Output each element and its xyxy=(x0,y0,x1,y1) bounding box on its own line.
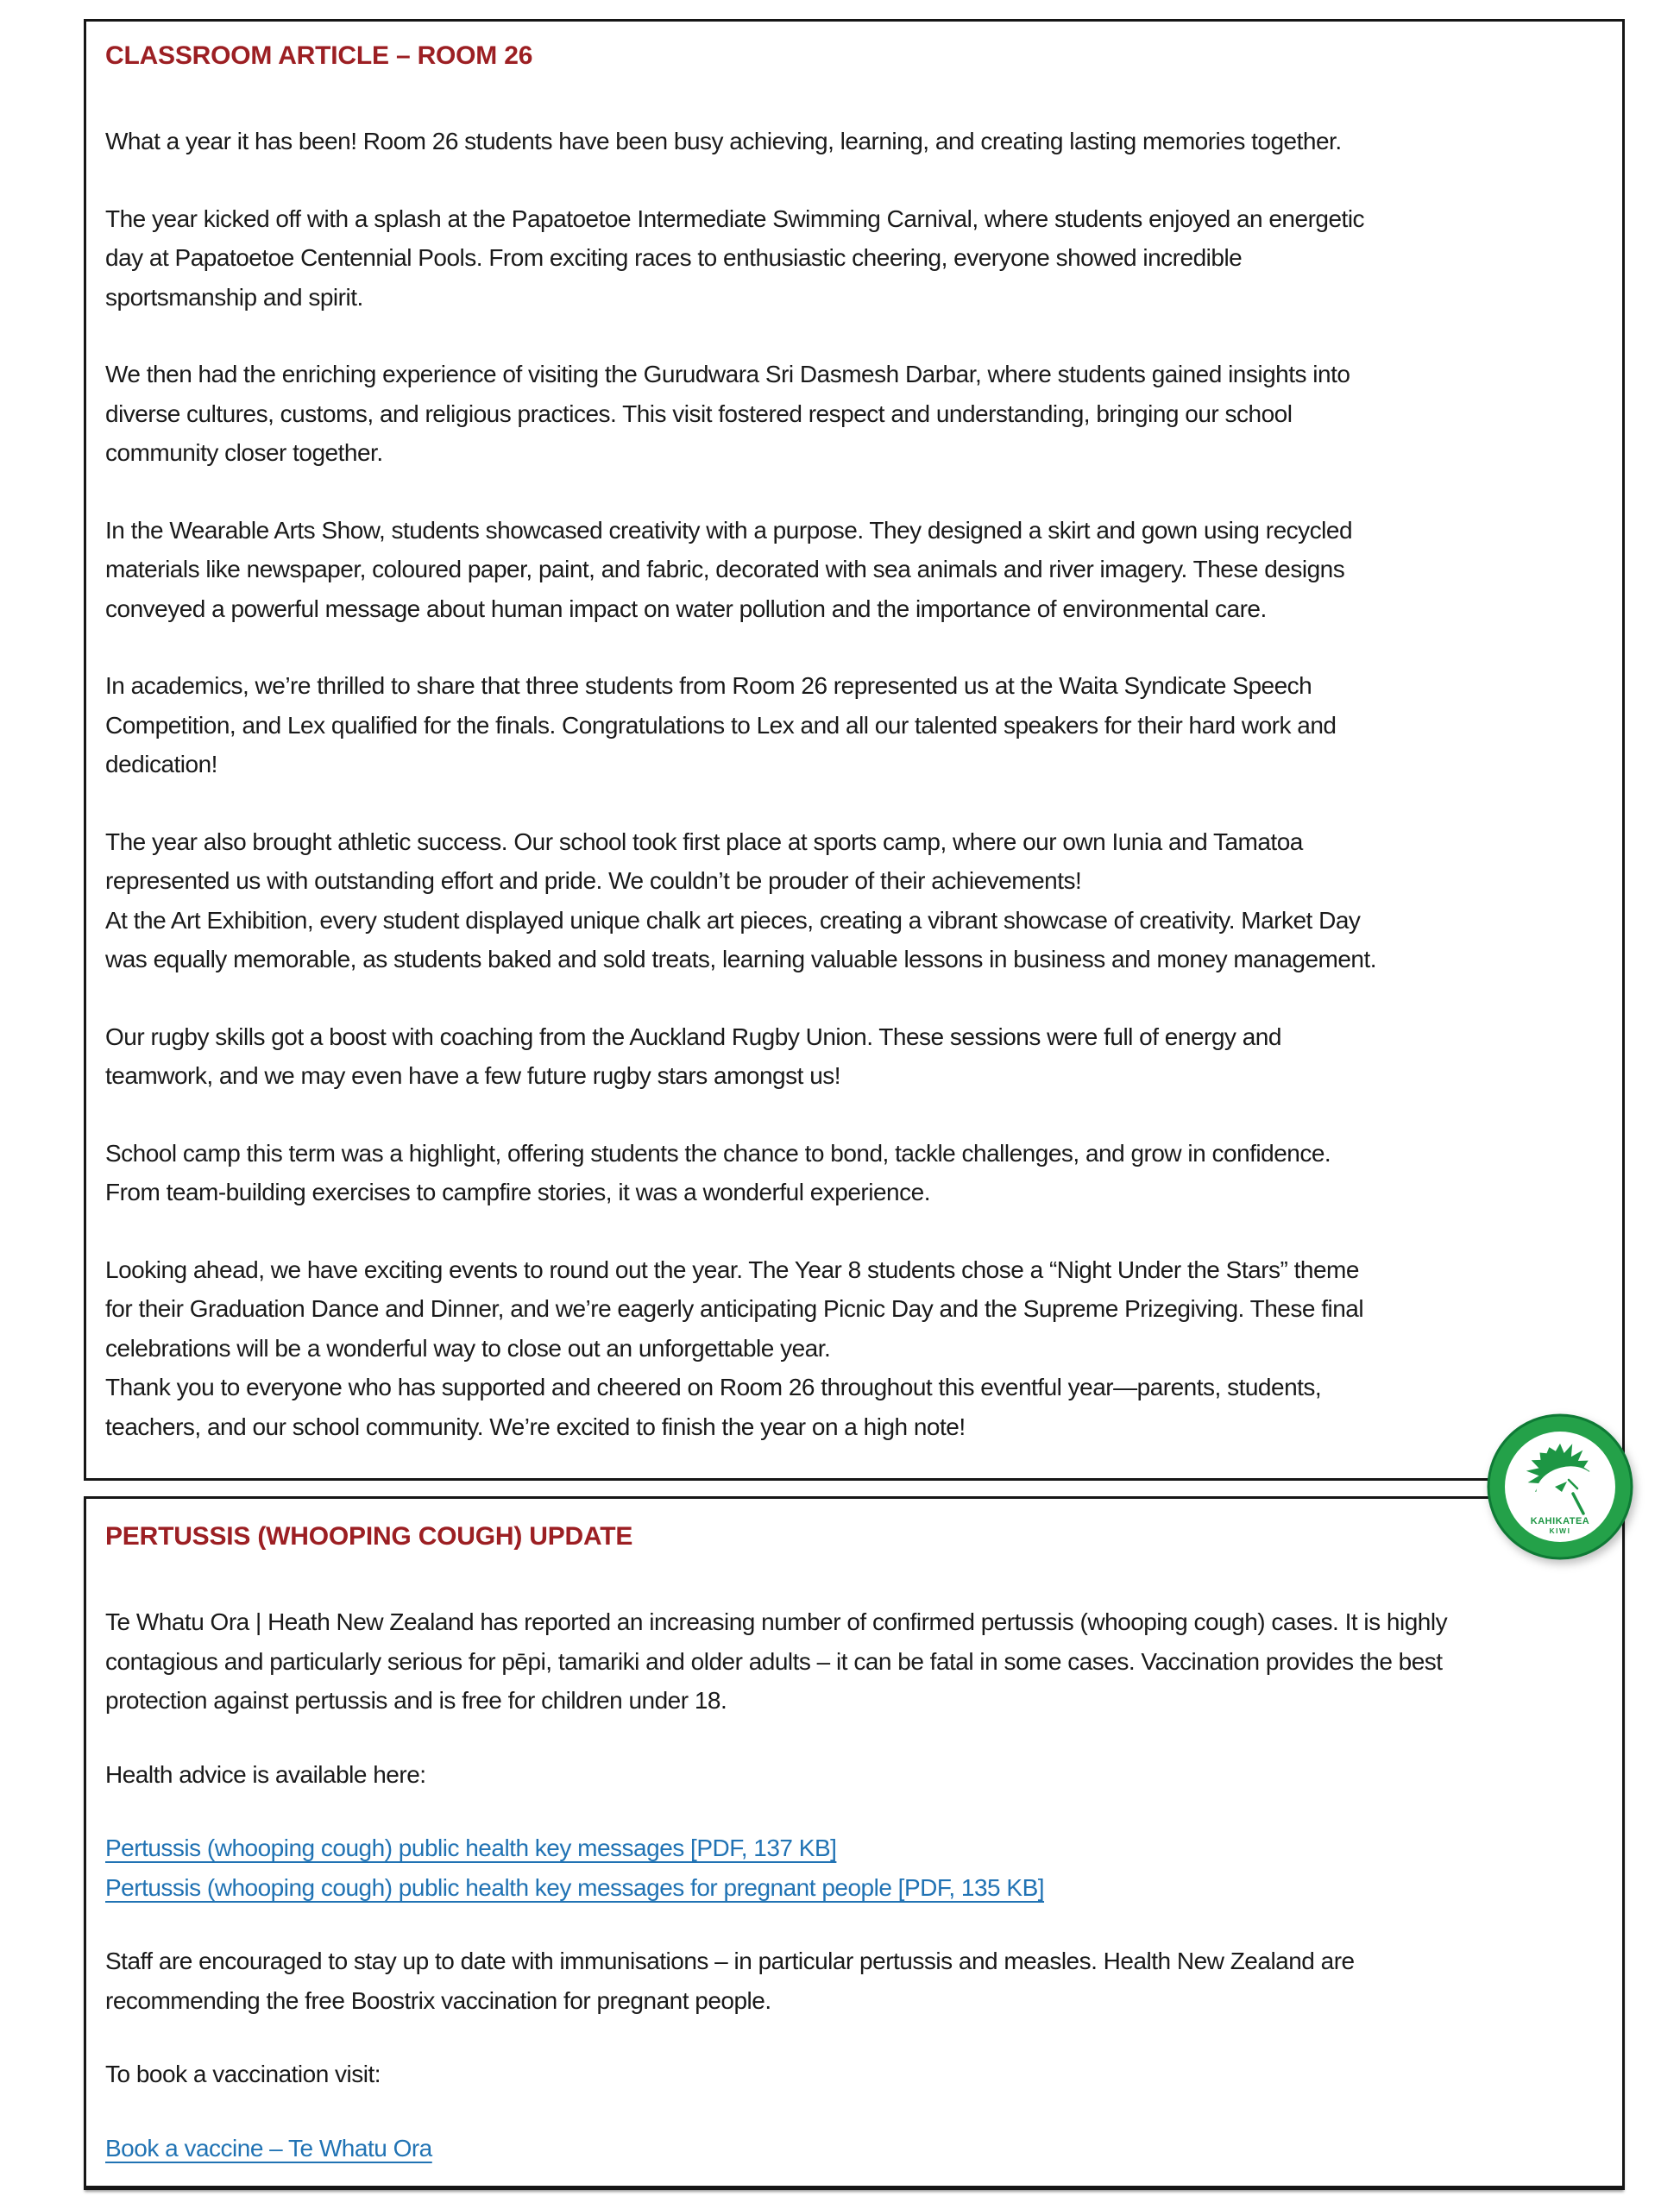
kahikatea-kiwi-logo xyxy=(1486,1413,1634,1561)
pertussis-update-title: PERTUSSIS (WHOOPING COUGH) UPDATE xyxy=(105,1522,633,1551)
text-line: day at Papatoetoe Centennial Pools. From exciting races to enthusiastic cheering, everyone showed incredible xyxy=(105,244,1243,271)
text-line: Competition, and Lex qualified for the finals. Congratulations to Lex and all our talented speakers for their hard work and xyxy=(105,711,1337,739)
paragraph xyxy=(105,666,1603,784)
text-line: School camp this term was a highlight, offering students the chance to bond, tackle challenges, and grow in confidence. xyxy=(105,1139,1331,1167)
link-group xyxy=(105,2129,1603,2168)
paragraph xyxy=(105,822,1603,979)
link-line xyxy=(105,1828,1603,1868)
document-link[interactable]: Pertussis (whooping cough) public health key messages [PDF, 137 KB] xyxy=(105,1835,837,1861)
paragraph xyxy=(105,122,1603,161)
text-line: From team-building exercises to campfire stories, it was a wonderful experience. xyxy=(105,1179,930,1205)
text-line: dedication! xyxy=(105,751,217,777)
text-line: In the Wearable Arts Show, students showcased creativity with a purpose. They designed a skirt and gown using recycled xyxy=(105,516,1353,544)
text-line: recommending the free Boostrix vaccination for pregnant people. xyxy=(105,1986,771,2014)
classroom-article-body xyxy=(105,122,1603,1446)
text-line: The year kicked off with a splash at the Papatoetoe Intermediate Swimming Carnival, where students enjoyed an energetic xyxy=(105,205,1365,232)
paragraph xyxy=(105,1134,1603,1212)
pertussis-update-section xyxy=(84,1496,1625,2190)
link-group xyxy=(105,1828,1603,1907)
text-line: teachers, and our school community. We’re excited to finish the year on a high note! xyxy=(105,1413,966,1440)
paragraph xyxy=(105,1602,1603,1721)
link-line xyxy=(105,2129,1603,2168)
pertussis-update-body xyxy=(105,1602,1603,2168)
classroom-article-title: CLASSROOM ARTICLE – ROOM 26 xyxy=(105,41,533,70)
paragraph xyxy=(105,1942,1603,2020)
text-line: To book a vaccination visit: xyxy=(105,2061,381,2087)
text-line: was equally memorable, as students baked and sold treats, learning valuable lessons in business and money management. xyxy=(105,946,1377,972)
classroom-article-section xyxy=(84,19,1625,1481)
text-line: We then had the enriching experience of visiting the Gurudwara Sri Dasmesh Darbar, where students gained insights into xyxy=(105,361,1350,387)
text-line: sportsmanship and spirit. xyxy=(105,283,363,311)
text-line: materials like newspaper, coloured paper, paint, and fabric, decorated with sea animals and river imagery. These designs xyxy=(105,556,1345,582)
text-line: Te Whatu Ora | Heath New Zealand has reported an increasing number of confirmed pertussis (whooping cough) cases. It is highly xyxy=(105,1608,1448,1635)
text-line: teamwork, and we may even have a few future rugby stars amongst us! xyxy=(105,1062,841,1089)
text-line: diverse cultures, customs, and religious practices. This visit fostered respect and understanding, bringing our school xyxy=(105,400,1293,427)
text-line: protection against pertussis and is free for children under 18. xyxy=(105,1687,727,1714)
text-line: What a year it has been! Room 26 students have been busy achieving, learning, and creating lasting memories together. xyxy=(105,128,1342,154)
text-line: celebrations will be a wonderful way to close out an unforgettable year. xyxy=(105,1334,831,1362)
document-link[interactable]: Pertussis (whooping cough) public health key messages for pregnant people [PDF, 135 KB] xyxy=(105,1873,1045,1901)
text-line: Staff are encouraged to stay up to date with immunisations – in particular pertussis and measles. Health New Zealand are xyxy=(105,1948,1355,1974)
text-line: Thank you to everyone who has supported and cheered on Room 26 throughout this eventful year—parents, students, xyxy=(105,1374,1322,1400)
paragraph xyxy=(105,1755,1603,1795)
document-link[interactable]: Book a vaccine – Te Whatu Ora xyxy=(105,2134,432,2162)
text-line: At the Art Exhibition, every student displayed unique chalk art pieces, creating a vibrant showcase of creativity. Market Day xyxy=(105,906,1361,934)
text-line: Looking ahead, we have exciting events to round out the year. The Year 8 students chose a “Night Under the Stars” theme xyxy=(105,1256,1359,1283)
paragraph xyxy=(105,199,1603,318)
paragraph xyxy=(105,355,1603,473)
text-line: Our rugby skills got a boost with coaching from the Auckland Rugby Union. These sessions were full of energy and xyxy=(105,1023,1281,1050)
text-line: The year also brought athletic success. Our school took first place at sports camp, where our own Iunia and Tamatoa xyxy=(105,828,1303,855)
text-line: for their Graduation Dance and Dinner, and we’re eagerly anticipating Picnic Day and the Supreme Prizegiving. These final xyxy=(105,1295,1364,1322)
logo-text-top: KAHIKATEA xyxy=(1530,1516,1590,1526)
paragraph xyxy=(105,1250,1603,1447)
text-line: Health advice is available here: xyxy=(105,1760,426,1788)
text-line: In academics, we’re thrilled to share that three students from Room 26 represented us at the Waita Syndicate Speech xyxy=(105,672,1312,699)
text-line: conveyed a powerful message about human impact on water pollution and the importance of environmental care. xyxy=(105,595,1267,622)
paragraph xyxy=(105,511,1603,629)
link-line xyxy=(105,1868,1603,1908)
paragraph xyxy=(105,2055,1603,2094)
text-line: represented us with outstanding effort and pride. We couldn’t be prouder of their achievements! xyxy=(105,867,1082,894)
text-line: community closer together. xyxy=(105,439,383,466)
logo-text-bottom: KIWI xyxy=(1549,1526,1571,1535)
kahikatea-kiwi-logo-graphic xyxy=(1486,1413,1634,1561)
text-line: contagious and particularly serious for pēpi, tamariki and older adults – it can be fatal in some cases. Vaccination provides the best xyxy=(105,1647,1443,1675)
paragraph xyxy=(105,1017,1603,1096)
